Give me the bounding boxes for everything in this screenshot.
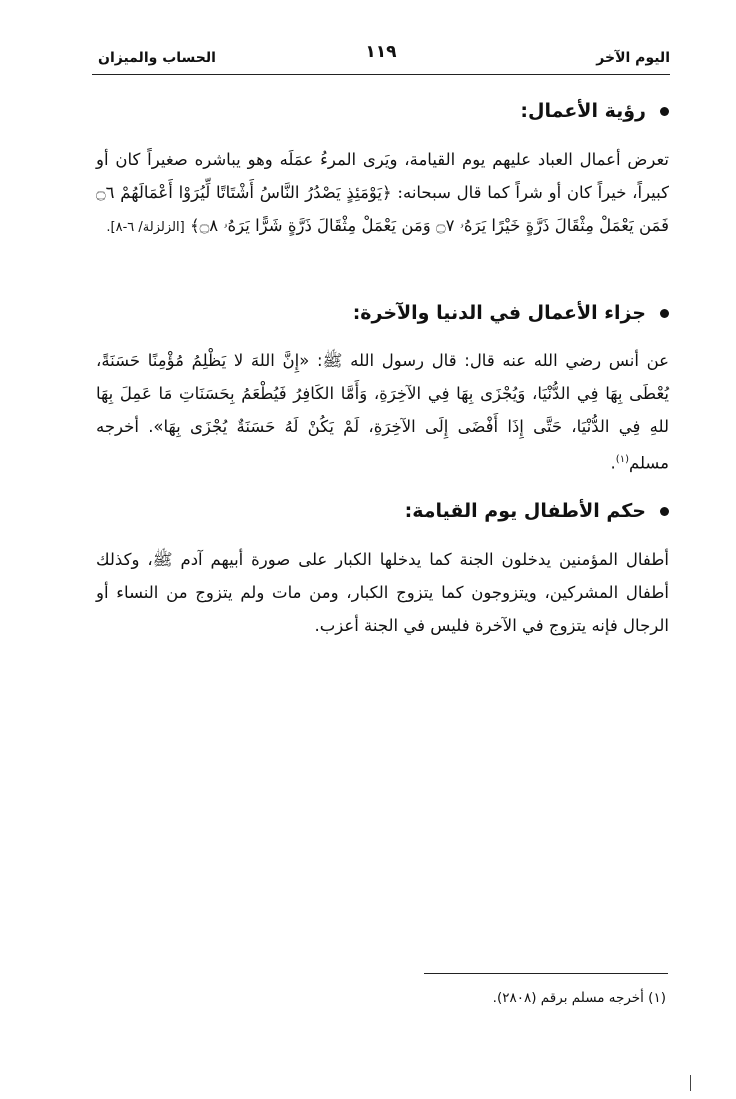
section-title [96,100,669,122]
bullet-icon [660,309,669,318]
bullet-icon [660,107,669,116]
verse-reference: [الزلزلة/ ٦-٨]. [106,220,185,235]
footnote-marker[interactable]: (١) [615,454,629,465]
header-chapter-title: الحساب والميزان [98,50,216,66]
section-heading: حكم الأطفال يوم القيامة: [404,500,646,522]
page-number: ١١٩ [365,42,397,62]
running-header [92,40,670,75]
page-edge-mark [690,1075,691,1091]
paragraph-seeing-deeds [96,143,669,244]
paragraph-end: . [610,453,616,473]
section-heading: رؤية الأعمال: [520,100,646,122]
paragraph-text: عن أنس رضي الله عنه قال: قال رسول الله ﷺ: «إِنَّ اللهَ لا يَظْلِمُ مُؤْمِنًا حَسَنَةً، يُعْطَى بِهَا فِي الدُّنْيَا، وَيُجْزَى بِهَا فِي الآخِرَةِ، وَأَمَّا الكَافِرُ فَيُطْعَمُ بِحَسَنَاتِ مَا عَمِلَ بِهَا للهِ فِي الدُّنْيَا، حَتَّى إِذَا أَفْضَى إِلَى الآخِرَةِ، لَمْ يَكُنْ لَهُ حَسَنَةٌ يُجْزَى بِهَا». أخرجه مسلم [96,351,669,473]
paragraph-children [96,543,669,642]
paragraph-text: أطفال المؤمنين يدخلون الجنة كما يدخلها الكبار على صورة أبيهم آدم ﷺ، وكذلك أطفال المشركين، ويتزوجون كما يتزوج الكبار، ومن مات ولم يتزوج من النساء أو الرجال فإنه يتزوج في الآخرة فليس في الجنة أعزب. [96,550,669,635]
section-seeing-deeds [96,100,669,122]
section-reward-deeds [96,302,669,324]
paragraph-hadith [96,344,669,480]
footnote: (١) أخرجه مسلم برقم (٢٨٠٨). [492,990,666,1006]
footnote-divider [424,973,668,974]
section-title [96,302,669,324]
section-heading: جزاء الأعمال في الدنيا والآخرة: [352,302,646,324]
section-title [96,500,669,522]
paragraph-text: تعرض أعمال العباد عليهم يوم القيامة، ويَرى المرءُ عمَلَه وهو يباشره صغيراً كان أو كبيراً، خيراً كان أو شراً كما قال سبحانه: ﴿يَوْمَئِذٍ يَصْدُرُ النَّاسُ أَشْتَاتًا لِّيُرَوْا أَعْمَالَهُمْ ۝٦ فَمَن يَعْمَلْ مِثْقَالَ ذَرَّةٍ خَيْرًا يَرَهُۥ ۝٧ وَمَن يَعْمَلْ مِثْقَالَ ذَرَّةٍ شَرًّا يَرَهُۥ ۝٨﴾ [96,150,669,235]
bullet-icon [660,507,669,516]
header-book-title: اليوم الآخر [596,50,670,66]
section-children [96,500,669,522]
